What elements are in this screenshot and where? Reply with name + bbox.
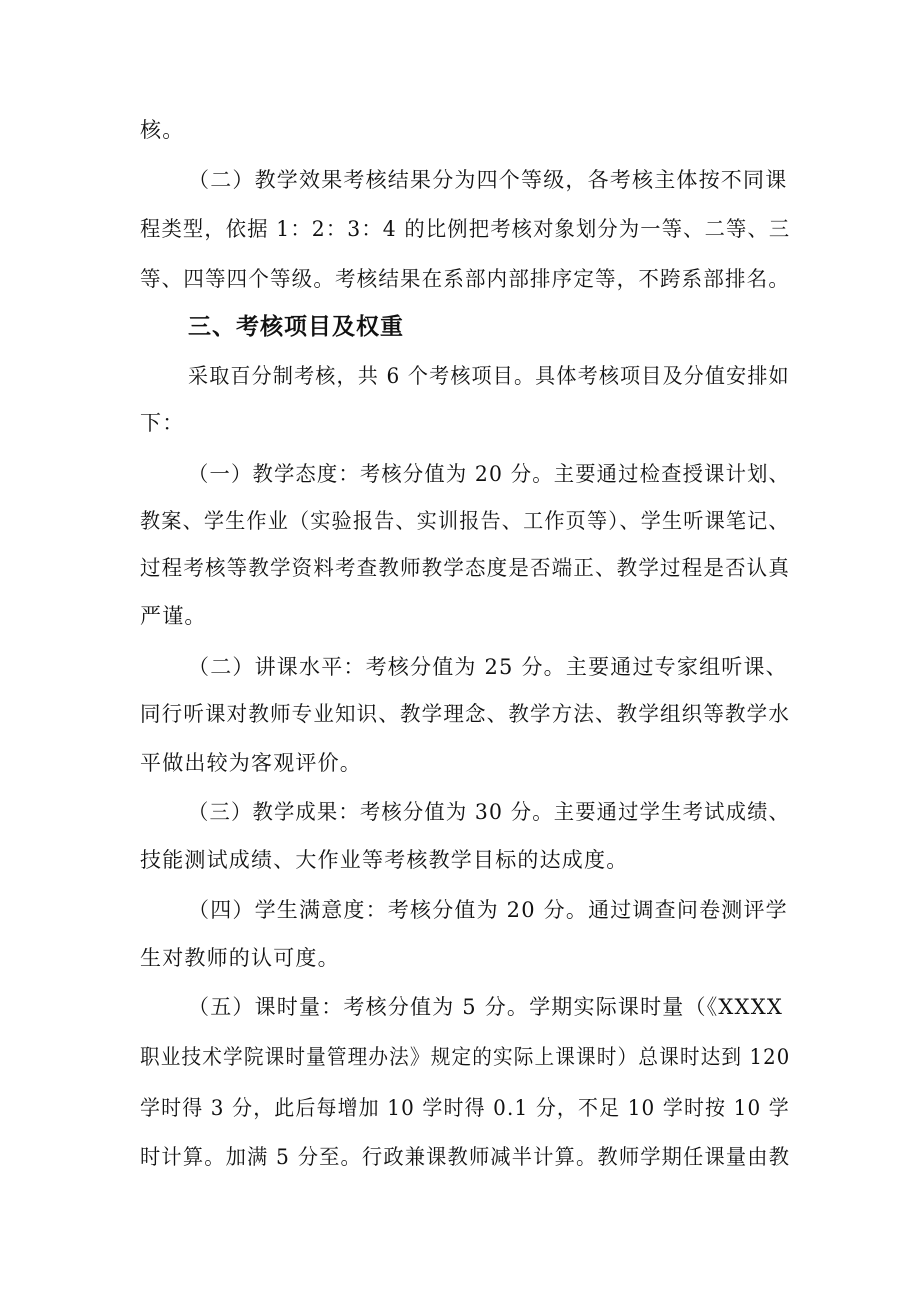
text-line-1: 核。: [140, 118, 185, 142]
text-line-16: 技能测试成绩、大作业等考核教学目标的达成度。: [140, 848, 629, 872]
text-line-19: （五）课时量：考核分值为 5 分。学期实际课时量（《XXXX: [188, 995, 784, 1019]
text-line-21: 学时得 3 分，此后每增加 10 学时得 0.1 分，不足 10 学时按 10 学: [140, 1096, 790, 1120]
text-line-8: （一）教学态度：考核分值为 20 分。主要通过检查授课计划、: [188, 462, 791, 486]
text-line-7: 下：: [140, 411, 185, 435]
text-line-2: （二）教学效果考核结果分为四个等级，各考核主体按不同课: [188, 168, 788, 192]
text-line-17: （四）学生满意度：考核分值为 20 分。通过调查问卷测评学: [188, 898, 788, 922]
text-line-22: 时计算。加满 5 分至。行政兼课教师减半计算。教师学期任课量由教: [140, 1145, 791, 1169]
text-line-15: （三）教学成果：考核分值为 30 分。主要通过学生考试成绩、: [188, 800, 791, 824]
text-line-10: 过程考核等教学资料考查教师教学态度是否端正、教学过程是否认真: [140, 556, 791, 580]
text-line-11: 严谨。: [140, 604, 207, 628]
text-line-13: 同行听课对教师专业知识、教学理念、教学方法、教学组织等教学水: [140, 702, 791, 726]
text-line-3: 程类型，依据 1：2：3：4 的比例把考核对象划分为一等、二等、三: [140, 217, 791, 241]
section-heading: 三、考核项目及权重: [188, 314, 404, 340]
text-line-12: （二）讲课水平：考核分值为 25 分。主要通过专家组听课、: [188, 655, 788, 679]
text-line-4: 等、四等四个等级。考核结果在系部内部排序定等，不跨系部排名。: [140, 267, 791, 291]
text-line-20: 职业技术学院课时量管理办法》规定的实际上课课时）总课时达到 120: [140, 1045, 791, 1069]
text-line-18: 生对教师的认可度。: [140, 946, 340, 970]
text-line-9: 教案、学生作业（实验报告、实训报告、工作页等）、学生听课笔记、: [140, 509, 790, 533]
text-line-6: 采取百分制考核，共 6 个考核项目。具体考核项目及分值安排如: [188, 364, 790, 388]
text-line-14: 平做出较为客观评价。: [140, 751, 362, 775]
